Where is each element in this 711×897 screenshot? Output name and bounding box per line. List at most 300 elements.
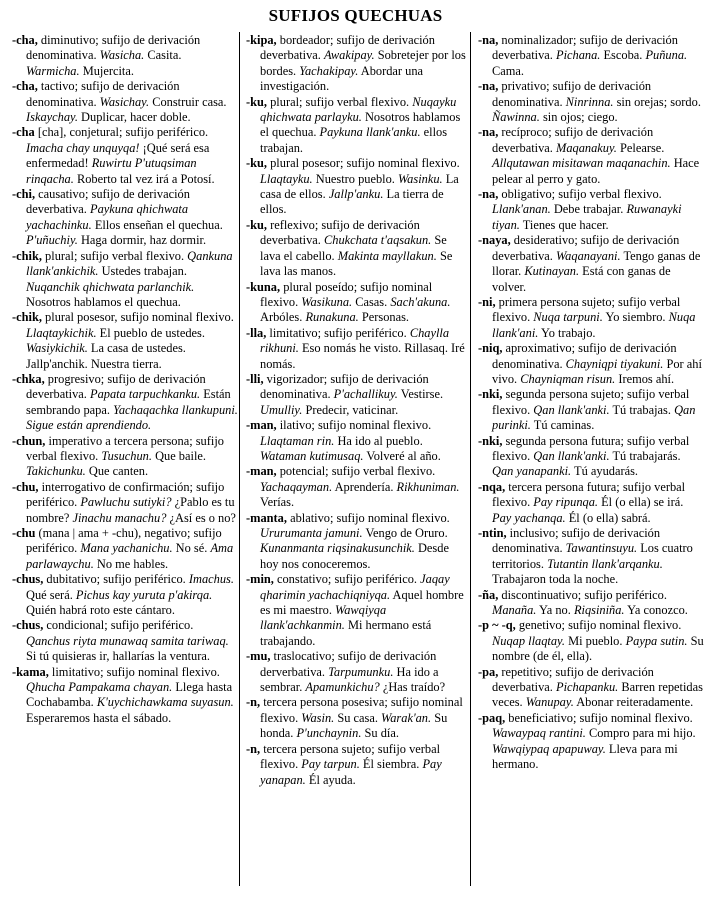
entry-example: Ruwirtu P'utuqsiman rinqacha. (26, 156, 197, 186)
entry-definition: Nosotros hablamos el quechua. (26, 294, 181, 309)
entry-definition: ¿Pablo es tu nombre? (26, 495, 235, 525)
entry-definition: Trabajaron toda la noche. (492, 572, 619, 587)
entry-headword: -chi, (12, 187, 36, 202)
dictionary-entry (246, 95, 466, 157)
dictionary-entry (478, 341, 704, 387)
entry-example: Pay yanapan. (260, 757, 442, 787)
dictionary-entry (478, 387, 704, 433)
entry-example: Imachus. (188, 572, 234, 587)
column-1 (12, 33, 238, 726)
entry-example: Allqutawan misitawan maqanachin. (492, 156, 671, 171)
entry-definition: Por ahí vivo. (492, 356, 702, 386)
entry-definition: progresivo; sufijo de derivación deverbativa. (26, 371, 206, 402)
entry-definition: Su casa. (334, 710, 382, 725)
entry-definition: beneficiativo; sufijo nominal flexivo. (505, 710, 693, 725)
entry-headword: -kama, (12, 664, 49, 679)
entry-definition: Él (o ella) sabrá. (565, 510, 651, 525)
entry-example: Wawqiypaq apapuway. (492, 741, 606, 756)
entry-definition: Construir casa. (149, 94, 227, 109)
entry-definition: Que canten. (85, 464, 149, 479)
entry-definition: Barren repetidas veces. (492, 680, 703, 710)
entry-example: Wasiykichik. (26, 341, 88, 356)
entry-example: Ñawinna. (492, 110, 540, 125)
entry-example: Paykuna qhichwata yachachinku. (26, 202, 189, 232)
dictionary-entry (12, 665, 238, 727)
entry-definition: Nuestro pueblo. (312, 171, 398, 186)
entry-definition: Está con ganas de volver. (492, 264, 671, 294)
entry-definition: Mujercita. (79, 63, 134, 78)
entry-definition: Tengo ganas de llorar. (492, 248, 701, 279)
entry-definition: Tú ayudarás. (571, 464, 639, 479)
entry-example: Jinachu manachu? (72, 510, 167, 525)
entry-example: Iskaychay. (26, 110, 78, 125)
entry-headword: -ku, (246, 217, 268, 232)
entry-example: Wasicha. (99, 48, 145, 63)
entry-definition: limitativo; sufijo periférico. (266, 325, 410, 340)
entry-definition: condicional; sufijo periférico. (43, 618, 194, 633)
entry-definition: Abonar reiteradamente. (573, 695, 694, 710)
entry-definition: Vengo de Oruro. (362, 526, 448, 540)
entry-definition: Él ayuda. (305, 772, 356, 787)
entry-definition: Tú caminas. (530, 418, 595, 433)
entry-headword: -ni, (478, 294, 496, 309)
entry-definition: Aquel hombre es mi maestro. (260, 587, 464, 618)
entry-headword: -kuna, (246, 279, 281, 294)
entry-example: P'uñuchiy. (26, 233, 78, 248)
entry-headword: -na, (478, 33, 499, 47)
entry-example: Tusuchun. (101, 448, 152, 463)
entry-definition: tercera persona posesiva; sufijo nominal flexivo. (260, 695, 463, 725)
entry-headword: -ntin, (478, 526, 507, 540)
dictionary-entry (478, 79, 704, 125)
entry-example: Chaylla rikhuni. (260, 325, 450, 356)
entry-definition: privativo; sufijo de derivación denominativa. (492, 79, 652, 109)
dictionary-entry (12, 187, 238, 249)
entry-definition: Ellos enseñan el quechua. (91, 217, 223, 232)
entry-definition: tercera persona futura; sufijo verbal flexivo. (492, 479, 686, 510)
entry-example: Qan yanapanki. (492, 464, 572, 479)
entry-headword: -chka, (12, 371, 45, 386)
dictionary-entry (12, 310, 238, 372)
entry-example: Umulliy. (260, 402, 303, 417)
entry-definition: repetitivo; sufijo de derivación deverbativa. (492, 664, 654, 695)
entry-definition: diminutivo; sufijo de derivación denominativa. (26, 33, 201, 63)
entry-example: Wasichay. (99, 94, 150, 109)
entry-example: Qanchus riyta munawaq samita tariwaq. (26, 633, 229, 648)
dictionary-entry (246, 326, 466, 372)
entry-headword: -chu (12, 526, 36, 540)
entry-example: Takichunku. (26, 464, 86, 479)
entry-example: Qan purinki. (492, 402, 696, 433)
entry-definition: Él siembra. (359, 757, 423, 772)
entry-definition: causativo; sufijo de derivación deverbativa. (26, 187, 190, 217)
entry-definition: La casa de ellos. (260, 171, 459, 202)
dictionary-entry (246, 156, 466, 218)
entry-definition: nominalizador; sufijo de derivación deverbativa. (492, 33, 678, 63)
entry-example: Wasinku. (398, 171, 443, 186)
entry-definition: Personas. (358, 310, 410, 325)
entry-definition: [cha], conjetural; sufijo periférico. (34, 125, 209, 140)
entry-example: Manaña. (492, 603, 537, 618)
entry-definition: Pelearse. (616, 140, 665, 155)
dictionary-entry (246, 695, 466, 741)
entry-definition: El pueblo de ustedes. (96, 325, 205, 340)
entry-example: Runakuna. (305, 310, 359, 325)
entry-example: Puñuna. (645, 48, 688, 63)
dictionary-entry (478, 588, 704, 619)
entry-example: Pichana. (556, 48, 601, 63)
entry-definition: Nosotros hablamos el quechua. (260, 110, 461, 140)
entry-definition: Eso nomás he visto. Rillasaq. Iré nomás. (260, 341, 465, 371)
dictionary-entry (246, 372, 466, 418)
entry-headword: -naya, (478, 233, 511, 248)
entry-example: Nuqap llaqtay. (492, 633, 565, 648)
entry-definition: traslocativo; sufijo de derivación derverbativa. (260, 649, 437, 679)
entry-definition: Iremos ahí. (615, 371, 675, 386)
entry-definition: Ya no. (536, 603, 574, 618)
dictionary-entry (246, 649, 466, 695)
dictionary-entry (12, 480, 238, 526)
entry-example: Qan llank'anki. (533, 448, 610, 463)
dictionary-entry (246, 511, 466, 573)
entry-headword: -nqa, (478, 479, 506, 494)
entry-example: Qankuna llank'ankichik. (26, 248, 233, 279)
entry-definition: Casas. (352, 294, 391, 309)
entry-definition: ¿Has traído? (379, 680, 446, 695)
entry-definition: Volveré al año. (363, 448, 441, 463)
entry-definition: Sobretejer por los bordes. (260, 48, 466, 78)
entry-headword: -chik, (12, 248, 42, 263)
entry-example: P'achallikuy. (333, 387, 398, 402)
entry-example: Nuqayku qhichwata parlayku. (260, 94, 457, 125)
entry-definition: Roberto tal vez irá a Potosí. (73, 171, 215, 186)
entry-definition: Si tú quisieras ir, hallarías la ventura. (26, 649, 210, 664)
entry-definition: interrogativo de confirmación; sufijo periférico. (26, 479, 225, 510)
entry-example: Tarpumunku. (328, 664, 394, 679)
entry-example: Chayniqman risun. (520, 371, 616, 386)
entry-definition: Llega hasta Cochabamba. (26, 680, 233, 710)
entry-definition: Verías. (260, 495, 295, 510)
entry-example: Awakipay. (324, 48, 375, 63)
dictionary-entry (478, 125, 704, 187)
entry-example: Kutinayan. (524, 264, 580, 279)
entry-headword: -chu, (12, 479, 39, 494)
entry-example: Ama parlawaychu. (26, 541, 234, 571)
entry-definition: Mi pueblo. (564, 633, 626, 648)
entry-definition: recíproco; sufijo de derivación deverbativa. (492, 125, 654, 155)
entry-example: Wawqiyqa llank'achkanmin. (260, 603, 387, 633)
entry-example: Imacha chay unquyqa! (26, 140, 140, 155)
entry-definition: Su honda. (260, 710, 448, 741)
entry-headword: -n, (246, 695, 261, 710)
entry-definition: Yo trabajo. (538, 325, 596, 340)
entry-definition: tercera persona sujeto; sufijo verbal flexivo. (260, 741, 441, 772)
entry-example: Wanupay. (525, 695, 574, 710)
column-3 (478, 33, 704, 773)
entry-headword: -mu, (246, 649, 271, 664)
entry-definition: imperativo a tercera persona; sufijo verbal flexivo. (26, 433, 224, 463)
entry-definition: Ustedes trabajan. (98, 264, 187, 279)
dictionary-entry (246, 742, 466, 788)
entry-example: Ruwanayki tiyan. (492, 202, 682, 232)
entry-definition: Su nombre (de él, ella). (492, 633, 704, 664)
entry-example: Makinta mayllakun. (337, 248, 437, 263)
entry-definition: Cama. (492, 63, 524, 78)
entry-headword: -man, (246, 418, 277, 433)
entry-example: Llaqtaman rin. (260, 433, 335, 448)
entry-definition: Duplicar, hacer doble. (77, 110, 191, 125)
entry-headword: -chik, (12, 310, 42, 325)
entry-headword: -na, (478, 187, 499, 202)
dictionary-entry (246, 572, 466, 649)
entry-definition: genetivo; sufijo nominal flexivo. (515, 618, 682, 633)
entry-definition: Están sembrando papa. (26, 387, 231, 417)
entry-example: Paypa sutin. (625, 633, 688, 648)
dictionary-entry (12, 79, 238, 125)
entry-headword: -chun, (12, 433, 46, 448)
entry-headword: -kipa, (246, 33, 277, 47)
entry-headword: -n, (246, 741, 261, 756)
dictionary-entry (246, 280, 466, 326)
entry-headword: -ku, (246, 94, 268, 109)
entry-headword: -manta, (246, 510, 287, 525)
entry-definition: Abordar una investigación. (260, 63, 424, 94)
entry-headword: -lli, (246, 371, 264, 386)
dictionary-entry (246, 418, 466, 464)
dictionary-entry (246, 33, 466, 95)
entry-definition: sin orejas; sordo. (613, 94, 701, 109)
entry-example: Papata tarpuchkanku. (90, 387, 201, 402)
entry-definition: Compro para mi hijo. (585, 726, 696, 741)
dictionary-entry (478, 618, 704, 664)
entry-example: Tutantin llank'arqanku. (547, 556, 663, 571)
entry-example: Warmicha. (26, 63, 80, 78)
entry-headword: -chus, (12, 572, 44, 587)
entry-example: Ninrinna. (565, 94, 614, 109)
dictionary-entry (246, 464, 466, 510)
column-divider (239, 32, 240, 886)
entry-definition: inclusivo; sufijo de derivación denominativa. (492, 526, 661, 556)
entry-headword: -niq, (478, 341, 503, 356)
entry-definition: Debe trabajar. (550, 202, 627, 217)
entry-definition: Desde hoy nos conoceremos. (260, 541, 449, 571)
column-2 (246, 33, 466, 788)
entry-example: Chayniqpi tiyakuni. (565, 356, 664, 371)
entry-definition: plural poseído; sufijo nominal flexivo. (260, 279, 433, 309)
entry-definition: vigorizador; sufijo de derivación denominativa. (260, 371, 429, 402)
entry-definition: discontinuativo; sufijo periférico. (498, 587, 667, 602)
entry-definition: limitativo; sufijo nominal flexivo. (48, 664, 220, 679)
entry-definition: Su día. (361, 726, 399, 741)
entry-example: Pay yachanqa. (492, 510, 566, 525)
entry-headword: -na, (478, 79, 499, 94)
entry-example: Kunanmanta riqsinakusunchik. (260, 541, 415, 556)
entry-definition: Tienes que hacer. (519, 217, 609, 232)
entry-example: K'uychichawkama suyasun. (96, 695, 234, 710)
dictionary-entry (478, 665, 704, 711)
entry-example: Jaqay qharimin yachachiqniyqa. (260, 572, 450, 602)
entry-definition: Se lava el cabello. (260, 233, 447, 263)
entry-definition: dubitativo; sufijo periférico. (43, 572, 189, 587)
entry-definition: Que baile. (151, 448, 206, 463)
dictionary-entry (12, 125, 238, 187)
entry-headword: -cha, (12, 79, 38, 94)
entry-headword: -min, (246, 572, 274, 587)
entry-definition: Quién habrá roto este cántaro. (26, 603, 175, 618)
entry-definition: Lleva para mi hermano. (492, 741, 678, 772)
entry-example: Yachakipay. (299, 63, 359, 78)
entry-example: Riqsiniña. (573, 603, 625, 618)
entry-example: Pay tarpun. (301, 757, 360, 772)
entry-definition: Haga dormir, haz dormir. (77, 233, 207, 248)
entry-example: Mana yachanichu. (80, 541, 173, 556)
dictionary-entry (478, 187, 704, 233)
dictionary-entry (12, 249, 238, 311)
entry-example: Paykuna llank'anku. (319, 125, 421, 140)
entry-definition: No sé. (172, 541, 211, 556)
entry-example: Nuqa llank'ani. (492, 310, 696, 340)
entry-example: Wasin. (301, 710, 335, 725)
entry-definition: segunda persona sujeto; sufijo verbal flexivo. (492, 387, 690, 417)
entry-headword: -cha, (12, 33, 38, 47)
entry-definition: Él (o ella) se irá. (598, 495, 684, 510)
dictionary-entry (478, 480, 704, 526)
entry-example: Maqanakuy. (556, 140, 617, 155)
entry-definition: Se lava las manos. (260, 248, 453, 279)
entry-definition: Aprendería. (332, 479, 397, 494)
entry-definition: Esperaremos hasta el sábado. (26, 710, 172, 725)
entry-example: Pay ripunqa. (533, 495, 598, 510)
entry-headword: -nki, (478, 433, 503, 448)
entry-example: Sach'akuna. (390, 294, 451, 309)
entry-headword: -pa, (478, 664, 499, 679)
entry-definition: obligativo; sufijo verbal flexivo. (498, 187, 662, 202)
entry-example: Waqanayani. (556, 248, 621, 263)
dictionary-entry (12, 572, 238, 618)
entry-definition: ¡Qué será esa enfermedad! (26, 140, 210, 171)
entry-definition: bordeador; sufijo de derivación deverbativa. (260, 33, 435, 63)
entry-definition: plural posesor, sufijo nominal flexivo. (41, 310, 234, 325)
dictionary-entry (12, 434, 238, 480)
entry-definition: Escoba. (600, 48, 646, 63)
entry-definition: constativo; sufijo periférico. (273, 572, 421, 587)
entry-definition: Qué será. (26, 587, 76, 602)
dictionary-entry (12, 372, 238, 434)
column-divider (470, 32, 471, 886)
dictionary-entry (246, 218, 466, 280)
dictionary-entry (12, 33, 238, 79)
entry-headword: -p ~ -q, (478, 618, 516, 633)
entry-example: P'unchaynin. (296, 726, 362, 741)
entry-definition: Ya conozco. (624, 603, 688, 618)
entry-definition: ilativo; sufijo nominal flexivo. (276, 418, 432, 433)
entry-example: Yachaqayman. (260, 479, 333, 494)
entry-definition: Mi hermano está trabajando. (260, 618, 432, 648)
dictionary-entry (478, 233, 704, 295)
entry-example: Pichus kay yuruta p'akirqa. (75, 587, 213, 602)
entry-definition: ¿Así es o no? (166, 510, 236, 525)
entry-definition: primera persona sujeto; sufijo verbal flexivo. (492, 294, 681, 325)
entry-example: Ururumanta jamuni. (260, 526, 363, 540)
entry-definition: plural; sufijo verbal flexivo. (41, 248, 188, 263)
dictionary-entry (478, 33, 704, 79)
entry-definition: Casita. (144, 48, 182, 63)
entry-definition: Tú trabajas. (609, 402, 675, 417)
entry-definition: Yo siembro. (602, 310, 669, 325)
entry-definition: La tierra de ellos. (260, 187, 444, 217)
entry-headword: -cha (12, 125, 35, 140)
entry-example: Apamunkichu? (305, 680, 380, 695)
entry-example: Warak'an. (381, 710, 432, 725)
entry-headword: -chus, (12, 618, 44, 633)
entry-example: Pichapanku. (556, 680, 619, 695)
entry-definition: Ha ido al pueblo. (334, 433, 423, 448)
entry-definition: plural; sufijo verbal flexivo. (267, 94, 413, 109)
entry-example: Rikhuniman. (396, 479, 460, 494)
entry-example: Pawluchu sutiyki? (80, 495, 172, 510)
entry-example: Nuqanchik qhichwata parlanchik. (26, 279, 195, 294)
entry-example: Nuqa tarpuni. (533, 310, 603, 325)
entry-definition: reflexivo; sufijo de derivación deverbativa. (260, 217, 420, 248)
entry-definition: Los cuatro territorios. (492, 541, 693, 571)
entry-definition: potencial; sufijo verbal flexivo. (276, 464, 436, 479)
entry-definition: tactivo; sufijo de derivación denominativa. (26, 79, 180, 109)
dictionary-entry (478, 434, 704, 480)
page-title: SUFIJOS QUECHUAS (268, 6, 443, 25)
dictionary-entry (12, 618, 238, 664)
dictionary-entry (478, 295, 704, 341)
entry-definition: plural posesor; sufijo nominal flexivo. (267, 156, 460, 171)
entry-example: Wawaypaq rantini. (492, 726, 586, 741)
entry-definition: desiderativo; sufijo de derivación deverbativa. (492, 233, 680, 263)
entry-headword: -nki, (478, 387, 503, 402)
entry-definition: (mana | ama + -chu), negativo; sufijo periférico. (26, 526, 222, 556)
dictionary-entry (478, 711, 704, 773)
entry-definition: ellos trabajan. (260, 125, 448, 155)
entry-headword: -paq, (478, 710, 506, 725)
entry-definition: sin ojos; ciego. (539, 110, 618, 125)
entry-definition: La casa de ustedes. Jallp'anchik. Nuestra tierra. (26, 341, 186, 371)
entry-example: Chukchata t'aqsakun. (324, 233, 432, 248)
dictionary-entry (478, 526, 704, 588)
entry-headword: -lla, (246, 325, 267, 340)
entry-example: Wasikuna. (301, 294, 353, 309)
entry-headword: -ku, (246, 156, 268, 171)
entry-definition: Ha ido a sembrar. (260, 664, 439, 695)
entry-definition: No me hables. (93, 556, 169, 571)
entry-headword: -man, (246, 464, 277, 479)
entry-example: Qhucha Pampakama chayan. (26, 680, 173, 695)
entry-example: Tawantinsuyu. (565, 541, 638, 556)
entry-definition: Predecir, vaticinar. (302, 402, 399, 417)
entry-definition: Arbóles. (260, 310, 306, 325)
entry-example: Qan llank'anki. (533, 402, 610, 417)
entry-definition: aproximativo; sufijo de derivación denominativa. (492, 341, 677, 371)
entry-definition: segunda persona futura; sufijo verbal flexivo. (492, 433, 690, 463)
entry-example: Llank'anan. (492, 202, 551, 217)
entry-definition: Hace pelear al perro y gato. (492, 156, 700, 186)
entry-example: Yachaqachka llankupuni. Sigue están aprendiendo. (26, 402, 238, 433)
entry-example: Wataman kutimusaq. (260, 448, 364, 463)
entry-definition: ablativo; sufijo nominal flexivo. (286, 510, 450, 525)
entry-definition: Tú trabajarás. (609, 448, 681, 463)
entry-example: Llaqtaykichik. (26, 325, 97, 340)
entry-headword: -ña, (478, 587, 499, 602)
entry-example: Jallp'anku. (328, 187, 384, 202)
entry-headword: -na, (478, 125, 499, 140)
entry-example: Llaqtayku. (260, 171, 313, 186)
dictionary-entry (12, 526, 238, 572)
